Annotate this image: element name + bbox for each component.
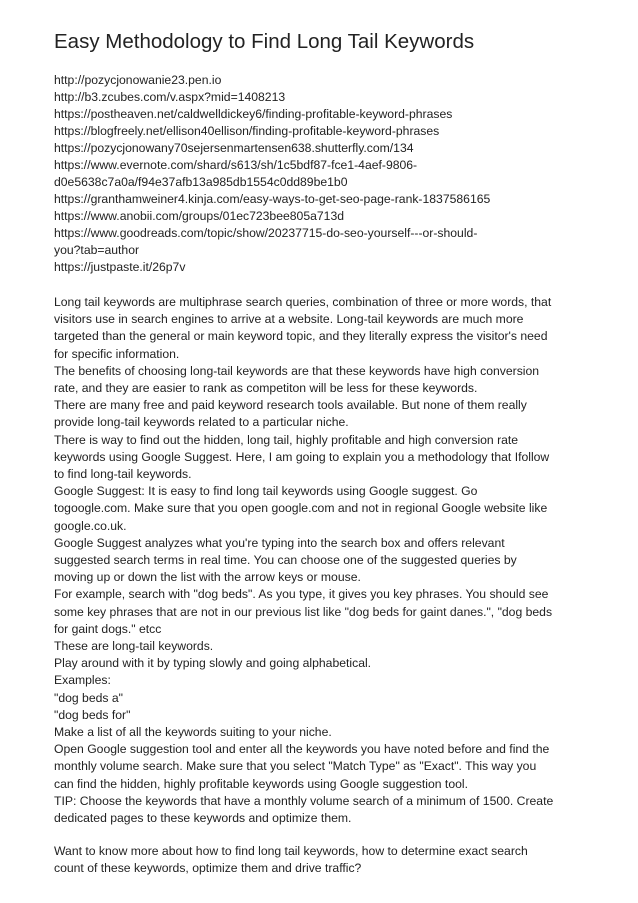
body-line: can find the hidden, highly profitable keywords using Google suggestion tool. [54, 776, 468, 791]
link-item[interactable]: https://granthamweiner4.kinja.com/easy-ways-to-get-seo-page-rank-1837586165 [54, 192, 491, 206]
body-line: "dog beds for" [54, 707, 131, 722]
link-item[interactable]: http://b3.zcubes.com/v.aspx?mid=1408213 [54, 90, 286, 104]
article-body [54, 294, 594, 827]
body-line: There is way to find out the hidden, long tail, highly profitable and high conversion rate [54, 432, 519, 447]
body-line: TIP: Choose the keywords that have a monthly volume search of a minimum of 1500. Create [54, 793, 554, 808]
body-line: Play around with it by typing slowly and going alphabetical. [54, 656, 372, 671]
body-line: dedicated pages to these keywords and optimize them. [54, 811, 352, 826]
link-item-continued[interactable]: you?tab=author [54, 243, 140, 257]
closing-paragraph [54, 843, 594, 877]
body-line: for specific information. [54, 346, 180, 361]
body-line: google.co.uk. [54, 518, 127, 533]
link-item[interactable]: https://www.goodreads.com/topic/show/20237715-do-seo-yourself---or-should- [54, 226, 478, 240]
body-line: Examples: [54, 673, 111, 688]
body-line: There are many free and paid keyword research tools available. But none of them really [54, 398, 527, 413]
body-line: suggested search terms in real time. You can choose one of the suggested queries by [54, 553, 517, 568]
body-line: targeted than the general or main keyword topic, and they literally express the visitor's need [54, 329, 548, 344]
body-line: visitors use in search engines to arrive at a website. Long-tail keywords are much more [54, 312, 524, 327]
body-line: "dog beds a" [54, 690, 123, 705]
link-list [54, 72, 594, 276]
link-item[interactable]: https://www.anobii.com/groups/01ec723bee805a713d [54, 209, 344, 223]
body-line: For example, search with "dog beds". As you type, it gives you key phrases. You should see [54, 587, 549, 602]
body-line: Google Suggest analyzes what you're typing into the search box and offers relevant [54, 535, 505, 550]
body-line: rate, and they are easier to rank as competiton will be less for these keywords. [54, 381, 478, 396]
link-item[interactable]: https://www.evernote.com/shard/s613/sh/1c5bdf87-fce1-4aef-9806- [54, 158, 418, 172]
page-title: Easy Methodology to Find Long Tail Keywords [54, 30, 475, 53]
link-item[interactable]: https://postheaven.net/caldwelldickey6/finding-profitable-keyword-phrases [54, 107, 453, 121]
body-line: Google Suggest: It is easy to find long tail keywords using Google suggest. Go [54, 484, 478, 499]
body-line: provide long-tail keywords related to a particular niche. [54, 415, 349, 430]
closing-line: Want to know more about how to find long tail keywords, how to determine exact search [54, 844, 528, 858]
link-item[interactable]: https://justpaste.it/26p7v [54, 260, 186, 274]
body-line: for gaint dogs." etcc [54, 621, 162, 636]
link-item[interactable]: http://pozycjonowanie23.pen.io [54, 73, 222, 87]
link-item[interactable]: https://blogfreely.net/ellison40ellison/finding-profitable-keyword-phrases [54, 124, 440, 138]
link-item[interactable]: https://pozycjonowany70sejersenmartensen638.shutterfly.com/134 [54, 141, 414, 155]
body-line: some key phrases that are not in our previous list like "dog beds for gaint danes.", "dog beds [54, 604, 553, 619]
body-line: to find long-tail keywords. [54, 467, 192, 482]
body-line: These are long-tail keywords. [54, 639, 214, 654]
link-item-continued[interactable]: d0e5638c7a0a/f94e37afb13a985db1554c0dd89be1b0 [54, 175, 348, 189]
body-line: moving up or down the list with the arrow keys or mouse. [54, 570, 361, 585]
body-line: Long tail keywords are multiphrase search queries, combination of three or more words, that [54, 295, 552, 309]
body-line: keywords using Google Suggest. Here, I am going to explain you a methodology that Ifollow [54, 449, 550, 464]
body-line: monthly volume search. Make sure that you select "Match Type" as "Exact". This way you [54, 759, 537, 774]
body-line: Make a list of all the keywords suiting to your niche. [54, 725, 332, 740]
closing-line: count of these keywords, optimize them and drive traffic? [54, 861, 362, 876]
body-line: togoogle.com. Make sure that you open google.com and not in regional Google website like [54, 501, 548, 516]
body-line: Open Google suggestion tool and enter all the keywords you have noted before and find the [54, 742, 550, 757]
body-line: The benefits of choosing long-tail keywords are that these keywords have high conversion [54, 363, 540, 378]
